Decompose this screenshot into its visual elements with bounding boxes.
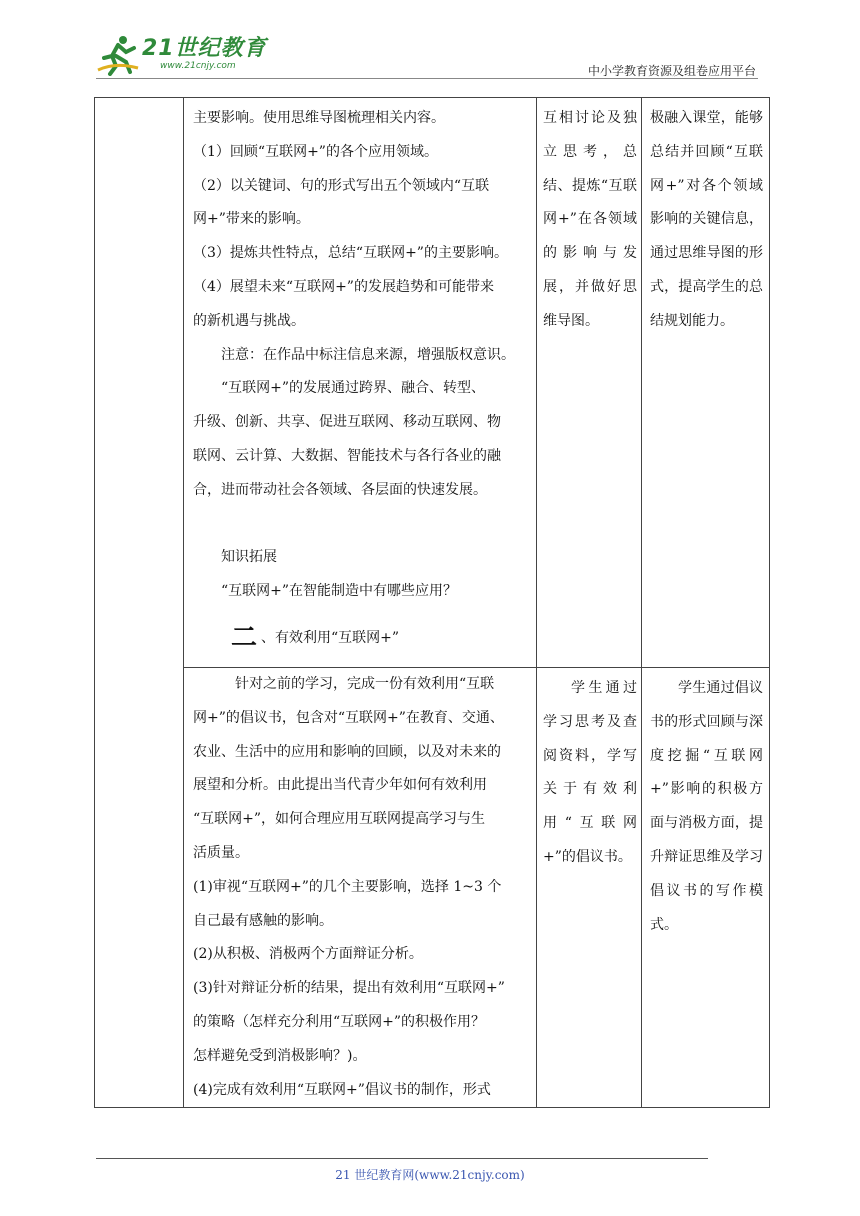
section-number: 二 — [231, 623, 256, 654]
text-line: 的新机遇与挑战。 — [193, 312, 305, 329]
knowledge-question: “互联网+”在智能制造中有哪些应用？ — [221, 583, 458, 600]
text-line: （4）展望未来“互联网+”的发展趋势和可能带来 — [193, 278, 494, 295]
text-line: “互联网+”，如何合理应用互联网提高学习与生 — [193, 811, 486, 828]
student-activity-text: 互相讨论及独立思考，总结、提炼“互联网+”在各领域的影响与发展，并做好思维导图。 — [543, 110, 637, 329]
logo — [96, 32, 267, 76]
student-activity-cell-top — [537, 98, 642, 668]
text-line: 自己最有感触的影响。 — [193, 912, 333, 929]
logo-url: www.21cnjy.com — [160, 60, 236, 71]
header-divider — [96, 78, 758, 79]
footer-text: 21 世纪教育网(www.21cnjy.com) — [335, 1168, 525, 1182]
text-line: 展望和分析。由此提出当代青少年如何有效利用 — [193, 777, 487, 794]
section-heading — [231, 619, 528, 659]
text-line: 针对之前的学习，完成一份有效利用“互联 — [235, 675, 495, 692]
design-intent-cell-top — [642, 98, 770, 668]
note-line: 注意：在作品中标注信息来源，增强版权意识。 — [221, 346, 515, 363]
text-line: （2）以关键词、句的形式写出五个领域内“互联 — [193, 177, 490, 194]
page-header — [96, 28, 756, 78]
text-line: 网+”的倡议书，包含对“互联网+”在教育、交通、 — [193, 709, 504, 726]
section-label: 、有效利用“互联网+” — [261, 630, 400, 647]
knowledge-title: 知识拓展 — [221, 549, 277, 566]
text-line: 升级、创新、共享、促进互联网、移动互联网、物 — [193, 414, 501, 431]
text-line: (3)针对辩证分析的结果，提出有效利用“互联网+” — [193, 980, 505, 997]
text-line: 联网、云计算、大数据、智能技术与各行各业的融 — [193, 447, 501, 464]
table-row — [95, 98, 770, 668]
text-line: 主要影响。使用思维导图梳理相关内容。 — [193, 110, 445, 126]
empty-cell — [95, 98, 184, 1108]
text-line: （3）提炼共性特点，总结“互联网+”的主要影响。 — [193, 245, 508, 262]
text-line: 合，进而带动社会各领域、各层面的快速发展。 — [193, 481, 487, 498]
lesson-table — [94, 97, 770, 1108]
text-line: (2)从积极、消极两个方面辩证分析。 — [193, 946, 423, 963]
text-line: 活质量。 — [193, 844, 249, 861]
text-line: 的策略（怎样充分利用“互联网+”的积极作用？ — [193, 1013, 486, 1030]
platform-name: 中小学教育资源及组卷应用平台 — [587, 64, 756, 78]
text-line: 怎样避免受到消极影响？)。 — [193, 1047, 367, 1064]
text-line: 农业、生活中的应用和影响的回顾，以及对未来的 — [193, 743, 501, 760]
design-intent-cell-bottom — [642, 667, 770, 1107]
table-row — [95, 667, 770, 1107]
design-intent-text: 极融入课堂，能够总结并回顾“互联网+”对各个领域影响的关键信息，通过思维导图的形式，提高学生的总结规划能力。 — [650, 110, 763, 329]
text-line: “互联网+”的发展通过跨界、融合、转型、 — [221, 380, 486, 397]
activity-cell-bottom — [184, 667, 537, 1107]
footer-divider — [96, 1158, 708, 1159]
runner-logo-icon — [96, 32, 140, 76]
logo-text: 21世纪教育 — [142, 35, 267, 61]
text-line: 网+”带来的影响。 — [193, 211, 310, 228]
design-intent-text: 学生通过倡议书的形式回顾与深度挖掘“互联网+”影响的积极方面与消极方面，提升辩证思维及学习倡议书的写作模式。 — [650, 679, 763, 933]
text-line: （1）回顾“互联网+”的各个应用领域。 — [193, 143, 438, 160]
text-line: (1)审视“互联网+”的几个主要影响，选择 1~3 个 — [193, 878, 502, 895]
student-activity-text: 学生通过学习思考及查阅资料，学写关于有效利用“互联网+”的倡议书。 — [543, 679, 637, 865]
activity-cell-top — [184, 98, 537, 668]
student-activity-cell-bottom — [537, 667, 642, 1107]
text-line: (4)完成有效利用“互联网+”倡议书的制作，形式 — [193, 1081, 491, 1098]
